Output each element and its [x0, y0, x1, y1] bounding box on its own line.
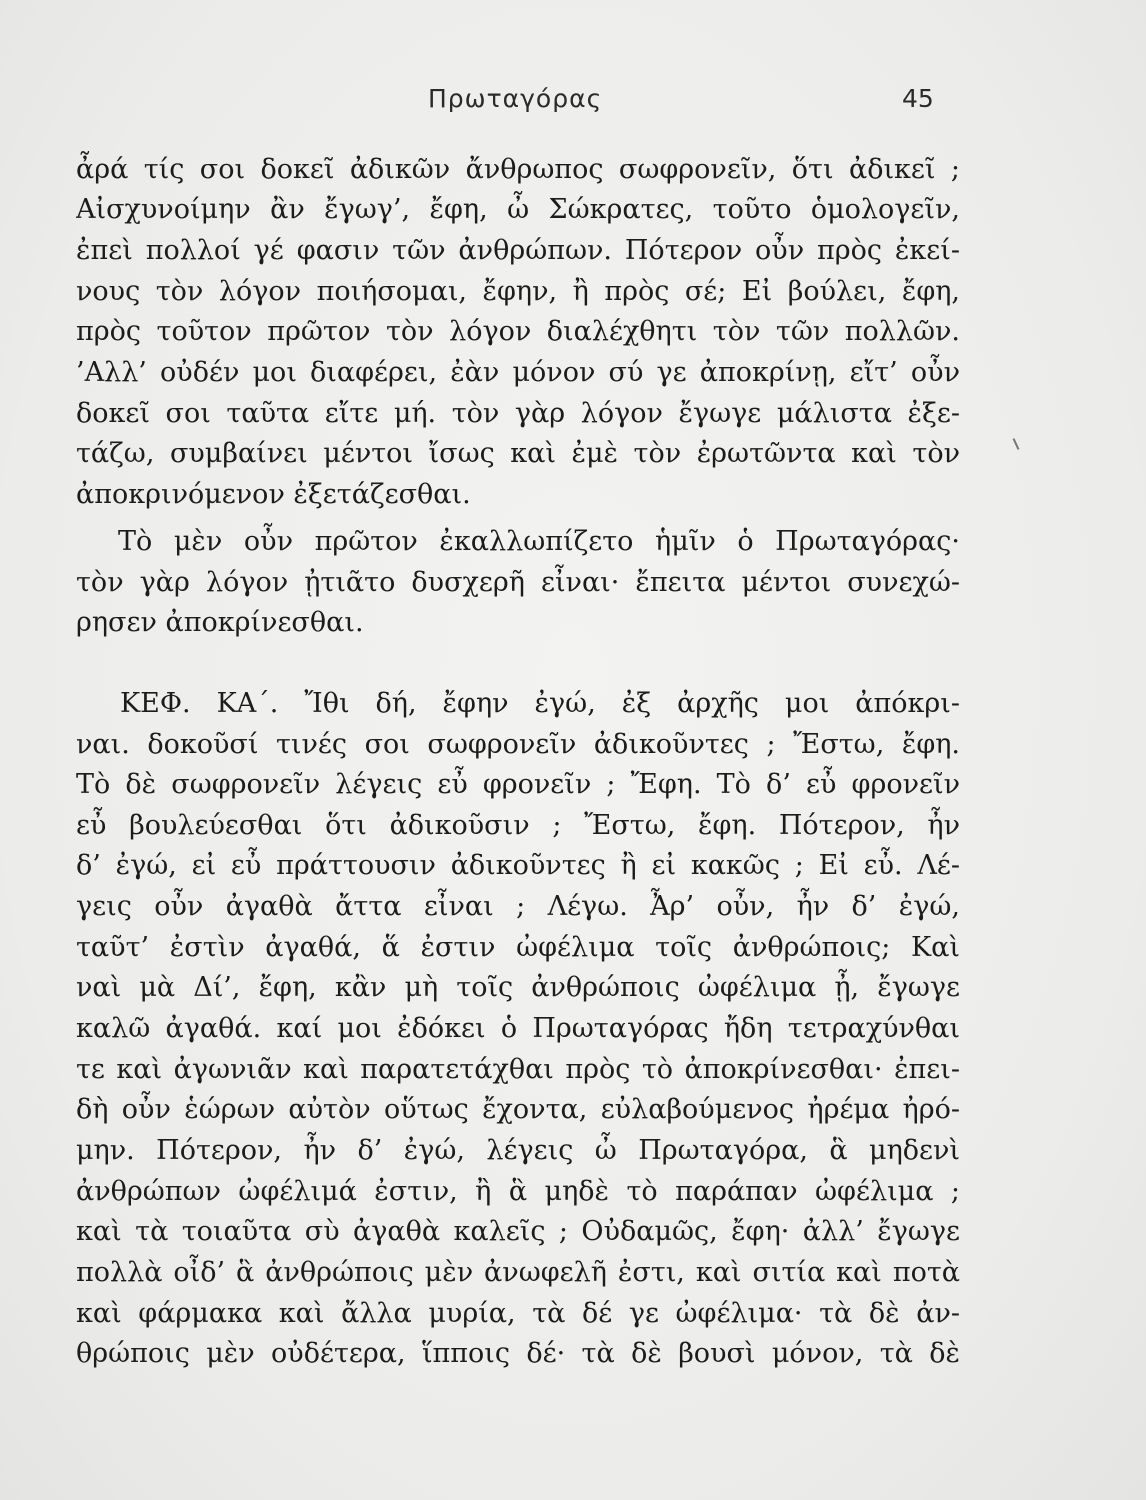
- text-line: ναὶ μὰ Δί’, ἔφη, κἂν μὴ τοῖς ἀνθρώποις ὠφέλιμα ᾖ, ἔγωγε: [76, 972, 960, 1003]
- text-line: εὖ βουλεύεσθαι ὅτι ἀδικοῦσιν ; Ἔστω, ἔφη. Πότερον, ἦν: [76, 810, 960, 841]
- text-line: καλῶ ἀγαθά. καί μοι ἐδόκει ὁ Πρωταγόρας ἤδη τετραχύνθαι: [76, 1013, 960, 1044]
- running-title: Πρωταγόρας: [428, 84, 603, 113]
- text-line: δοκεῖ σοι ταῦτα εἴτε μή. τὸν γὰρ λόγον ἔγωγε μάλιστα ἐξε-: [76, 398, 960, 429]
- text-line: μην. Πότερον, ἦν δ’ ἐγώ, λέγεις ὦ Πρωταγόρα, ἃ μηδενὶ: [76, 1135, 960, 1166]
- text-line: καὶ φάρμακα καὶ ἄλλα μυρία, τὰ δέ γε ὠφέλιμα· τὰ δὲ ἀν-: [76, 1298, 960, 1329]
- text-line: πολλὰ οἶδ’ ἃ ἀνθρώποις μὲν ἀνωφελῆ ἐστι, καὶ σιτία καὶ ποτὰ: [76, 1257, 960, 1288]
- chapter-heading-line: ΚΕΦ. ΚΑ΄. Ἴθι δή, ἔφην ἐγώ, ἐξ ἀρχῆς μοι ἀπόκρι-: [120, 688, 960, 719]
- text-line: Τὸ δὲ σωφρονεῖν λέγεις εὖ φρονεῖν ; Ἔφη. Τὸ δ’ εὖ φρονεῖν: [76, 769, 960, 800]
- ink-mark: [1013, 438, 1020, 450]
- text-line: Αἰσχυνοίμην ἂν ἔγωγ’, ἔφη, ὦ Σώκρατες, τοῦτο ὁμολογεῖν,: [76, 194, 960, 225]
- text-line: νους τὸν λόγον ποιήσομαι, ἔφην, ἢ πρὸς σέ; Εἰ βούλει, ἔφη,: [76, 276, 960, 307]
- text-line: ναι. δοκοῦσί τινές σοι σωφρονεῖν ἀδικοῦντες ; Ἔστω, ἔφη.: [76, 729, 960, 760]
- text-line: ’Αλλ’ οὐδέν μοι διαφέρει, ἐὰν μόνον σύ γε ἀποκρίνῃ, εἴτ’ οὖν: [76, 357, 960, 388]
- text-line: ρησεν ἀποκρίνεσθαι.: [76, 607, 364, 638]
- text-line: τάζω, συμβαίνει μέντοι ἴσως καὶ ἐμὲ τὸν ἐρωτῶντα καὶ τὸν: [76, 438, 960, 469]
- text-line: γεις οὖν ἀγαθὰ ἄττα εἶναι ; Λέγω. Ἆρ’ οὖν, ἦν δ’ ἐγώ,: [76, 891, 960, 922]
- text-line: τε καὶ ἀγωνιᾶν καὶ παρατετάχθαι πρὸς τὸ ἀποκρίνεσθαι· ἐπει-: [76, 1054, 960, 1085]
- text-line: ταῦτ’ ἐστὶν ἀγαθά, ἅ ἐστιν ὠφέλιμα τοῖς ἀνθρώποις; Καὶ: [76, 932, 960, 963]
- text-line: ἀνθρώπων ὠφέλιμά ἐστιν, ἢ ἃ μηδὲ τὸ παράπαν ὠφέλιμα ;: [76, 1176, 960, 1207]
- text-line: καὶ τὰ τοιαῦτα σὺ ἀγαθὰ καλεῖς ; Οὐδαμῶς, ἔφη· ἀλλ’ ἔγωγε: [76, 1216, 960, 1247]
- text-line: Τὸ μὲν οὖν πρῶτον ἐκαλλωπίζετο ἡμῖν ὁ Πρωταγόρας·: [118, 526, 960, 557]
- text-line: δὴ οὖν ἑώρων αὐτὸν οὕτως ἔχοντα, εὐλαβούμενος ἠρέμα ἠρό-: [76, 1094, 960, 1125]
- page-number: 45: [902, 84, 934, 113]
- text-line: θρώποις μὲν οὐδέτερα, ἵπποις δέ· τὰ δὲ βουσὶ μόνον, τὰ δὲ: [76, 1338, 960, 1369]
- text-line: τὸν γὰρ λόγον ᾐτιᾶτο δυσχερῆ εἶναι· ἔπειτα μέντοι συνεχώ-: [76, 567, 960, 598]
- text-line: ἆρά τίς σοι δοκεῖ ἀδικῶν ἄνθρωπος σωφρονεῖν, ὅτι ἀδικεῖ ;: [76, 154, 960, 185]
- text-line: δ’ ἐγώ, εἰ εὖ πράττουσιν ἀδικοῦντες ἢ εἰ κακῶς ; Εἰ εὖ. Λέ-: [76, 850, 960, 881]
- text-line: ἐπεὶ πολλοί γέ φασιν τῶν ἀνθρώπων. Πότερον οὖν πρὸς ἐκεί-: [76, 235, 960, 266]
- text-line: πρὸς τοῦτον πρῶτον τὸν λόγον διαλέχθητι τὸν τῶν πολλῶν.: [76, 316, 960, 347]
- text-line: ἀποκρινόμενον ἐξετάζεσθαι.: [76, 479, 471, 510]
- page-header: [0, 84, 1146, 120]
